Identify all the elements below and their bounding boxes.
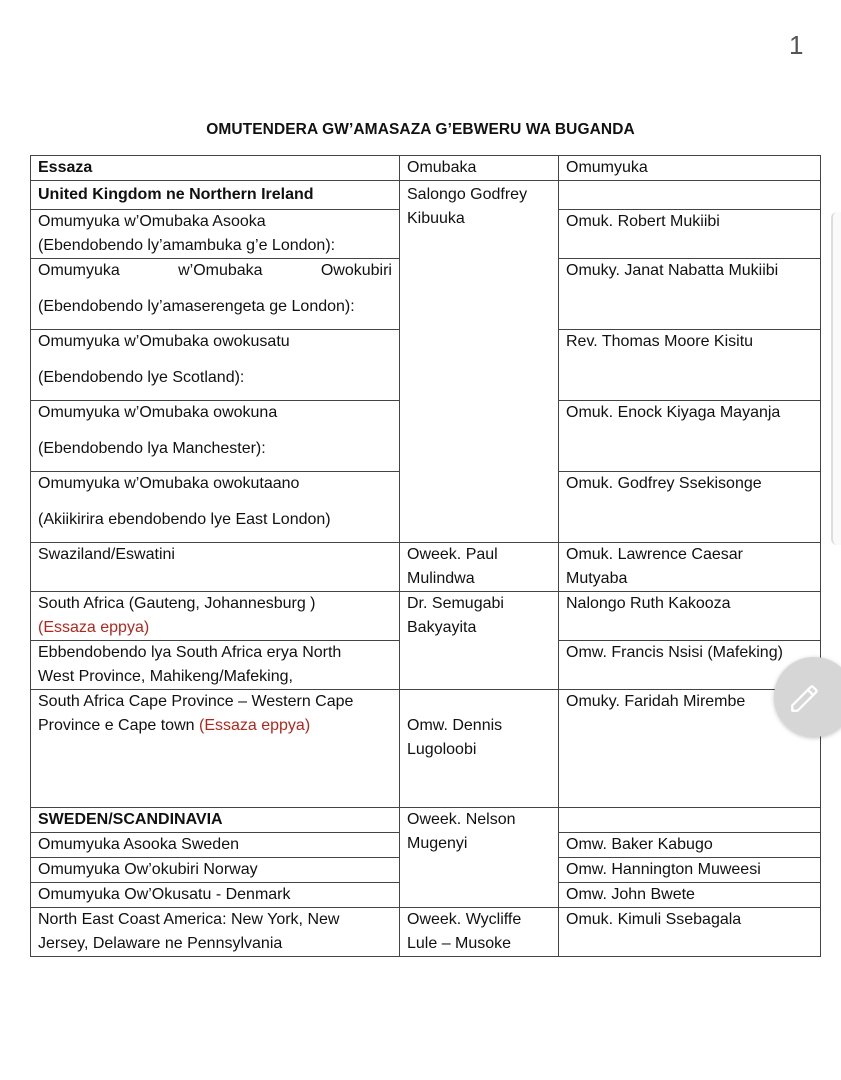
deputy-name: Omw. Baker Kabugo (559, 833, 821, 858)
envoy-name: Oweek. Wycliffe (407, 911, 522, 928)
envoy-cell (400, 690, 559, 808)
table-row (31, 690, 821, 808)
regions-table (30, 155, 821, 957)
table-row (31, 908, 821, 957)
region-cell (31, 690, 400, 808)
document-title: OMUTENDERA GW’AMASAZA G’EBWERU WA BUGANDA (206, 121, 635, 138)
deputy-role-cell (31, 330, 400, 401)
region-name: South Africa (Gauteng, Johannesburg ) (38, 595, 316, 612)
deputy-cell (559, 543, 821, 592)
pencil-edit-icon (788, 681, 822, 715)
role-word: Omumyuka (38, 262, 120, 279)
deputy-name: Omw. Francis Nsisi (Mafeking) (559, 641, 821, 690)
envoy-cell (400, 181, 559, 543)
deputy-role-cell (31, 210, 400, 259)
header-essaza: Essaza (31, 156, 400, 181)
deputy-name: Omuky. Janat Nabatta Mukiibi (559, 259, 821, 330)
deputy-role: Omumyuka Ow’okubiri Norway (31, 858, 400, 883)
deputy-name: Omuk. Lawrence Caesar (566, 546, 743, 563)
deputy-name: Omw. John Bwete (559, 883, 821, 908)
page-number: 1 (789, 30, 804, 60)
deputy-name: Omuk. Enock Kiyaga Mayanja (559, 401, 821, 472)
region-name: Jersey, Delaware ne Pennsylvania (38, 935, 283, 952)
region-cell (31, 592, 400, 641)
table-header-row (31, 156, 821, 181)
deputy-name: Omuky. Faridah Mirembe (559, 690, 821, 808)
deputy-name: Omuk. Godfrey Ssekisonge (559, 472, 821, 543)
deputy-area: (Ebendobendo ly’amambuka g’e London): (38, 237, 336, 254)
envoy-name: Salongo Godfrey (407, 186, 528, 203)
region-cell (31, 641, 400, 690)
deputy-area: (Akiikirira ebendobendo lye East London) (38, 511, 331, 528)
envoy-name: Oweek. Nelson (407, 811, 516, 828)
region-name: South Africa Cape Province – Western Cape (38, 693, 354, 710)
deputy-role (38, 259, 392, 283)
role-word: w’Omubaka (178, 262, 263, 279)
deputy-name: Nalongo Ruth Kakooza (559, 592, 821, 641)
deputy-role: Omumyuka Ow’Okusatu - Denmark (31, 883, 400, 908)
new-region-note: (Essaza eppya) (38, 619, 150, 636)
role-word: Owokubiri (320, 262, 392, 279)
region-name: Province e Cape town (38, 717, 195, 734)
deputy-area: (Ebendobendo lya Manchester): (38, 440, 266, 457)
region-name: West Province, Mahikeng/Mafeking, (38, 668, 293, 685)
table-row (31, 181, 821, 210)
table-row (31, 543, 821, 592)
table-row (31, 808, 821, 833)
envoy-name: Kibuuka (407, 210, 465, 227)
envoy-name: Lugoloobi (407, 741, 477, 758)
header-omubaka: Omubaka (400, 156, 559, 181)
envoy-name: Lule – Musoke (407, 935, 512, 952)
scrollbar[interactable] (831, 212, 841, 545)
deputy-cell-empty (559, 808, 821, 833)
deputy-name: Rev. Thomas Moore Kisitu (559, 330, 821, 401)
envoy-name: Omw. Dennis (407, 717, 503, 734)
envoy-cell (400, 543, 559, 592)
envoy-name: Oweek. Paul (407, 546, 498, 563)
deputy-name: Omuk. Robert Mukiibi (559, 210, 821, 259)
deputy-role-cell (31, 259, 400, 330)
envoy-cell (400, 808, 559, 908)
deputy-role: Omumyuka Asooka Sweden (31, 833, 400, 858)
deputy-name: Omw. Hannington Muweesi (559, 858, 821, 883)
region-name: SWEDEN/SCANDINAVIA (31, 808, 400, 833)
deputy-role: Omumyuka w’Omubaka Asooka (38, 213, 266, 230)
new-region-note: (Essaza eppya) (198, 717, 311, 734)
deputy-role: Omumyuka w’Omubaka owokutaano (38, 475, 300, 492)
deputy-name: Omuk. Kimuli Ssebagala (559, 908, 821, 957)
envoy-cell (400, 592, 559, 690)
envoy-cell (400, 908, 559, 957)
region-name: North East Coast America: New York, New (38, 911, 340, 928)
deputy-role-cell (31, 472, 400, 543)
deputy-role: Omumyuka w’Omubaka owokusatu (38, 333, 290, 350)
envoy-name: Mugenyi (407, 835, 468, 852)
region-name: Ebbendobendo lya South Africa erya North (38, 644, 342, 661)
envoy-name: Mulindwa (407, 570, 475, 587)
deputy-area: (Ebendobendo lye Scotland): (38, 369, 245, 386)
deputy-role: Omumyuka w’Omubaka owokuna (38, 404, 278, 421)
region-cell (31, 908, 400, 957)
deputy-role-cell (31, 401, 400, 472)
envoy-name: Dr. Semugabi (407, 595, 504, 612)
region-name: Swaziland/Eswatini (31, 543, 400, 592)
region-name: United Kingdom ne Northern Ireland (31, 181, 400, 210)
deputy-area: (Ebendobendo ly’amaserengeta ge London): (38, 298, 355, 315)
deputy-name: Mutyaba (566, 570, 628, 587)
table-row (31, 592, 821, 641)
deputy-cell-empty (559, 181, 821, 210)
header-omumyuka: Omumyuka (559, 156, 821, 181)
envoy-name: Bakyayita (407, 619, 477, 636)
